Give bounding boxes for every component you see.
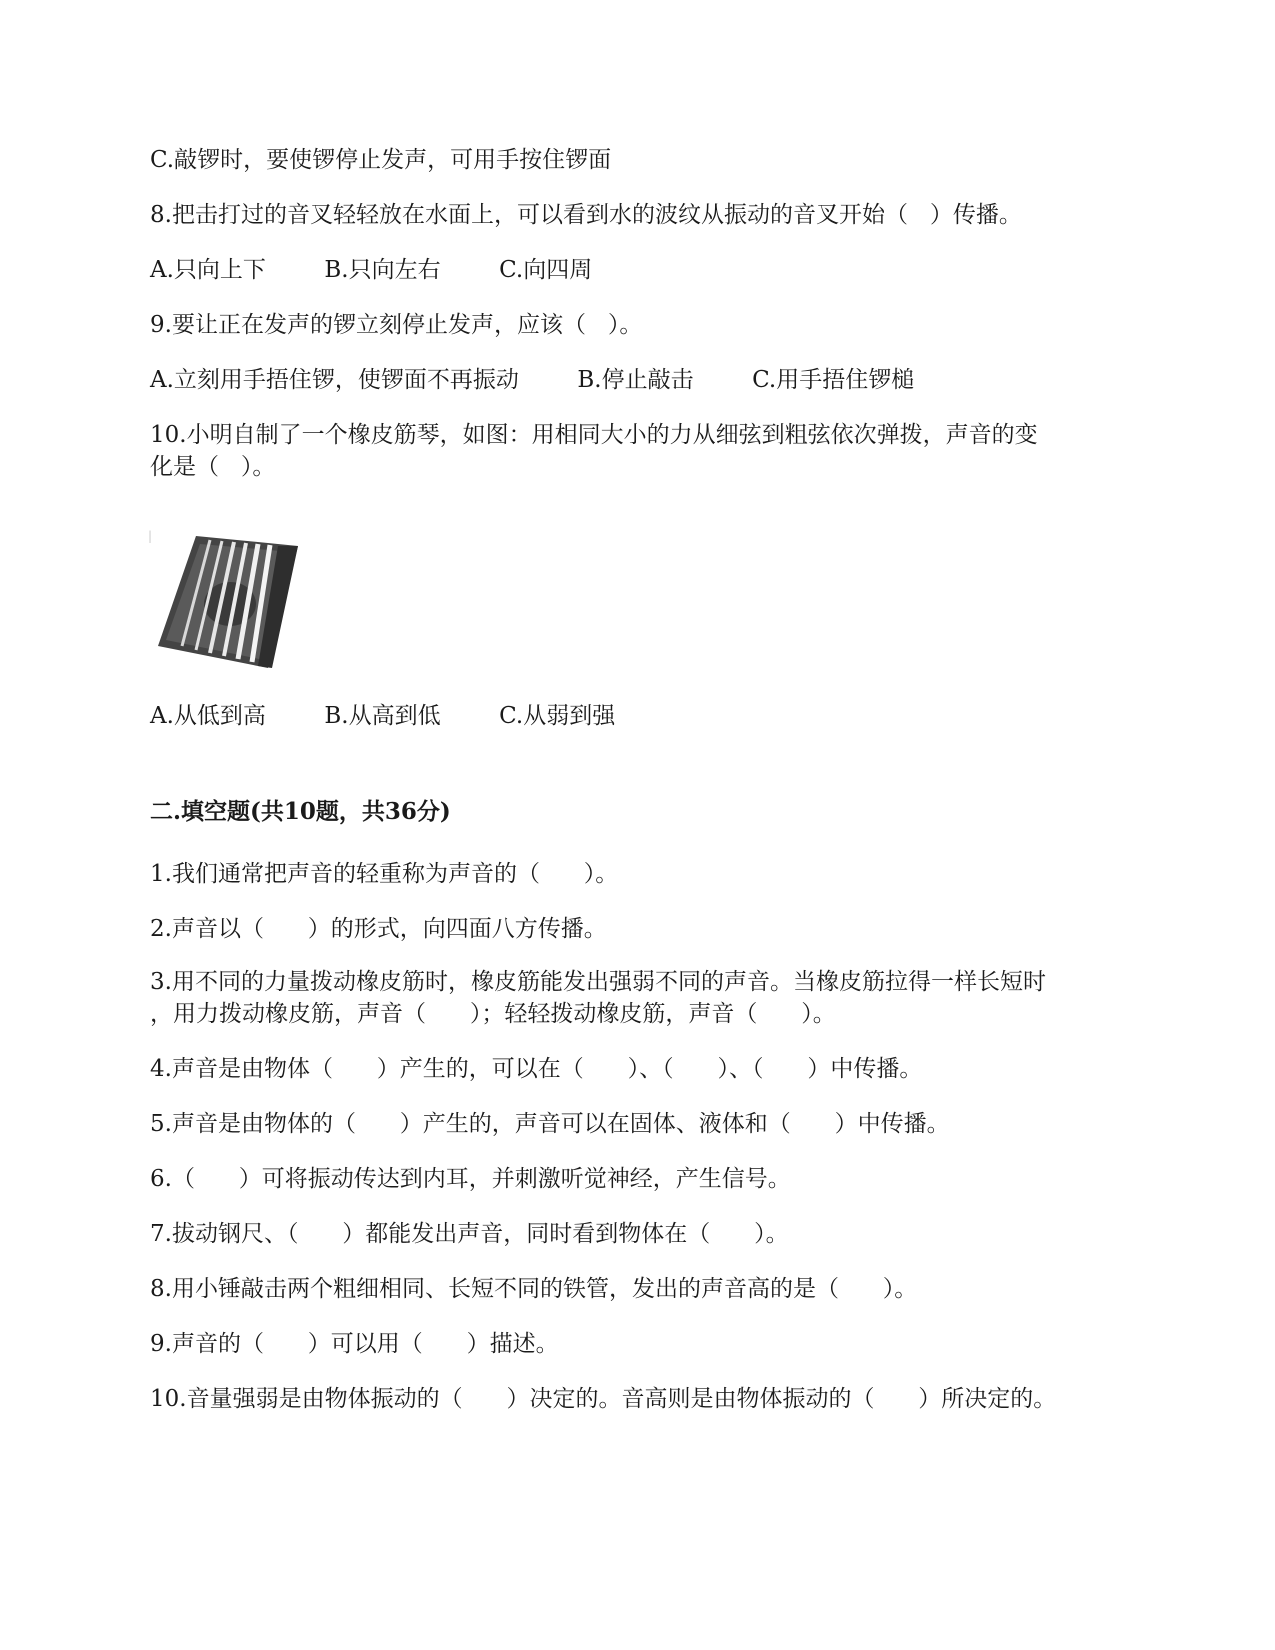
rubber-band-zither-figure xyxy=(148,526,308,676)
fill-question-6: 6.（ ）可将振动传达到内耳，并刺激听觉神经，产生信号。 xyxy=(150,1166,791,1192)
fill-question-1: 1.我们通常把声音的轻重称为声音的（ ）。 xyxy=(150,861,619,887)
question-10-line-1: 10.小明自制了一个橡皮筋琴，如图：用相同大小的力从细弦到粗弦依次弹拨，声音的变 xyxy=(150,422,1038,448)
fill-question-3-line-1: 3.用不同的力量拨动橡皮筋时，橡皮筋能发出强弱不同的声音。当橡皮筋拉得一样长短时 xyxy=(150,969,1046,995)
fill-question-4: 4.声音是由物体（ ）产生的，可以在（ ）、（ ）、（ ）中传播。 xyxy=(150,1056,923,1082)
question-9-options: A.立刻用手捂住锣，使锣面不再振动 B.停止敲击 C.用手捂住锣槌 xyxy=(150,367,915,393)
fill-question-3-line-2: ，用力拨动橡皮筋，声音（ ）；轻轻拨动橡皮筋，声音（ ）。 xyxy=(150,1001,836,1027)
fill-question-8: 8.用小锤敲击两个粗细相同、长短不同的铁管，发出的声音高的是（ ）。 xyxy=(150,1276,918,1302)
fill-question-5: 5.声音是由物体的（ ）产生的，声音可以在固体、液体和（ ）中传播。 xyxy=(150,1111,950,1137)
rubber-band-zither-icon xyxy=(148,526,308,676)
question-10-options: A.从低到高 B.从高到低 C.从弱到强 xyxy=(150,703,616,729)
question-9: 9.要让正在发声的锣立刻停止发声，应该（ ）。 xyxy=(150,312,643,338)
svg-text:|: | xyxy=(148,529,153,543)
fill-question-10: 10.音量强弱是由物体振动的（ ）决定的。音高则是由物体振动的（ ）所决定的。 xyxy=(150,1386,1057,1412)
fill-question-2: 2.声音以（ ）的形式，向四面八方传播。 xyxy=(150,916,607,942)
question-10-line-2: 化是（ ）。 xyxy=(150,454,276,480)
q7-option-c: C.敲锣时，要使锣停止发声，可用手按住锣面 xyxy=(150,147,612,173)
section-2-heading: 二.填空题(共10题，共36分) xyxy=(150,798,451,825)
question-8: 8.把击打过的音叉轻轻放在水面上，可以看到水的波纹从振动的音叉开始（ ）传播。 xyxy=(150,202,1022,228)
fill-question-9: 9.声音的（ ）可以用（ ）描述。 xyxy=(150,1331,559,1357)
fill-question-7: 7.拔动钢尺、（ ）都能发出声音，同时看到物体在（ ）。 xyxy=(150,1221,789,1247)
question-8-options: A.只向上下 B.只向左右 C.向四周 xyxy=(150,257,593,283)
